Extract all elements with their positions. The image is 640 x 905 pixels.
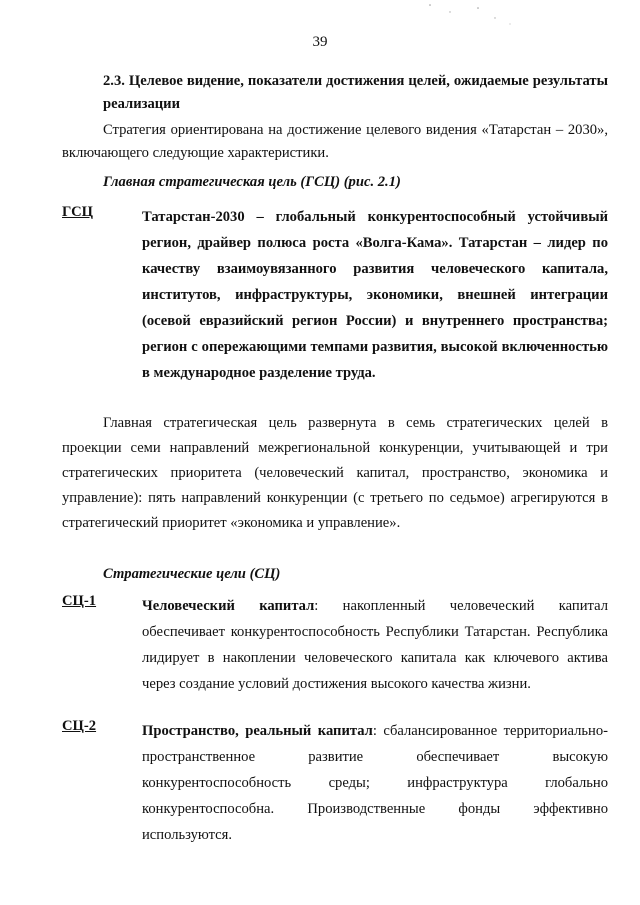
page-number: 39	[312, 34, 328, 50]
goal-text	[142, 718, 608, 848]
main-goal-text: Татарстан-2030 – глобальный конкурентоспособный устойчивый регион, драйвер полюса роста «Волга-Кама». Татарстан – лидер по качеству взаимоувязанного развития человеческого капитала, институтов, инфраструктуры, экономики, внешней интеграции (осевой евразийский регион России) и внутреннего пространства; регион с опережающими темпами развития, высокой включенностью в международное разделение труда.	[142, 209, 608, 381]
goal-description: : накопленный человеческий капитал обеспечивает конкурентоспособность Республики Татарстан. Республика лидирует в накоплении человеческого капитала как ключевого актива через создание условий достижения высокого качества жизни.	[142, 598, 608, 692]
main-goal-code: ГСЦ	[62, 204, 93, 220]
scan-artifact-dots	[420, 0, 520, 30]
goal-row-sc2	[62, 718, 608, 848]
goals-expansion-paragraph: Главная стратегическая цель развернута в семь стратегических целей в проекции семи направлений межрегиональной конкуренции, учитывающей и три стратегических приоритета (человеческий капитал, пространство, экономика и управление): пять направлений конкуренции (с третьего по седьмое) агрегируются в стратегический приоритет «экономика и управление».	[62, 415, 608, 531]
goal-lead: Пространство, реальный капитал	[142, 723, 373, 739]
goal-row-sc1	[62, 593, 608, 723]
main-goal-title: Главная стратегическая цель (ГСЦ) (рис. 2.1)	[103, 174, 401, 190]
goal-description: : сбалансированное территориально-пространственное развитие обеспечивает высокую конкурентоспособность среды; инфраструктура глобально конкурентоспособна. Производственные фонды эффективно используются.	[142, 723, 608, 843]
goal-lead: Человеческий капитал	[142, 598, 315, 614]
goals-title: Стратегические цели (СЦ)	[103, 566, 281, 582]
main-goal-row	[62, 204, 608, 384]
goal-code: СЦ-1	[62, 593, 97, 609]
section-heading: 2.3. Целевое видение, показатели достижения целей, ожидаемые результаты реализации	[103, 73, 608, 112]
intro-paragraph: Стратегия ориентирована на достижение целевого видения «Татарстан – 2030», включающего следующие характеристики.	[62, 122, 608, 161]
goal-text	[142, 593, 608, 697]
goal-code: СЦ-2	[62, 718, 97, 734]
